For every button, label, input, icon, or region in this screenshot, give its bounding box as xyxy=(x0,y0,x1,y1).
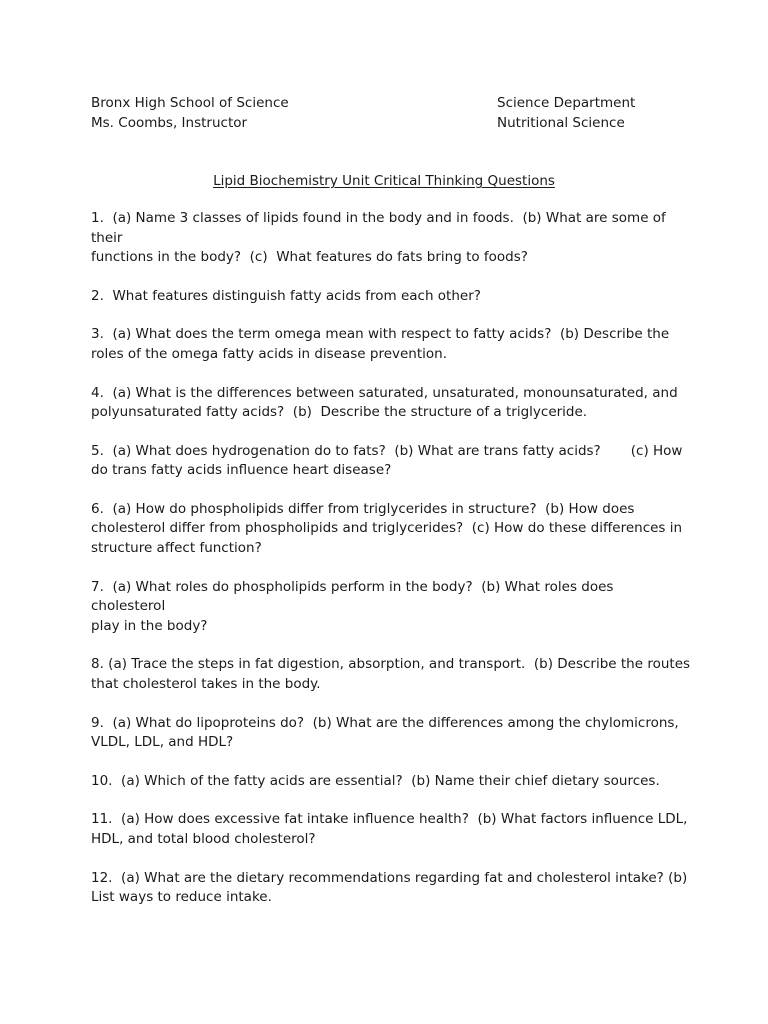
question-11 xyxy=(91,810,691,849)
question-1 xyxy=(91,209,691,268)
question-line: 9. (a) What do lipoproteins do? (b) What are the differences among the chylomicrons, xyxy=(91,714,679,731)
department-header xyxy=(497,93,737,133)
question-12 xyxy=(91,869,691,908)
question-line: 8. (a) Trace the steps in fat digestion, absorption, and transport. (b) Describe the routes xyxy=(91,656,691,673)
question-line: 2. What features distinguish fatty acids from each other? xyxy=(91,287,481,304)
question-line: 5. (a) What does hydrogenation do to fats? (b) What are trans fatty acids? (c) How xyxy=(91,442,683,459)
department-name: Science Department xyxy=(497,95,636,111)
question-9 xyxy=(91,714,691,753)
question-line: 11. (a) How does excessive fat intake influence health? (b) What factors influence LDL, xyxy=(91,811,688,828)
question-line: functions in the body? (c) What features do fats bring to foods? xyxy=(91,249,528,265)
document-title-text: Lipid Biochemistry Unit Critical Thinking Questions xyxy=(213,173,555,189)
document-title xyxy=(0,171,768,191)
school-header xyxy=(91,93,471,133)
question-list xyxy=(91,209,691,927)
question-line: 4. (a) What is the differences between saturated, unsaturated, monounsaturated, and xyxy=(91,384,678,401)
question-line: play in the body? xyxy=(91,617,208,634)
question-line: 7. (a) What roles do phospholipids perform in the body? (b) What roles does cholesterol xyxy=(91,578,618,615)
question-8 xyxy=(91,655,691,694)
question-line: polyunsaturated fatty acids? (b) Describe the structure of a triglyceride. xyxy=(91,404,588,421)
question-line: List ways to reduce intake. xyxy=(91,889,272,906)
question-6 xyxy=(91,500,691,559)
question-line: VLDL, LDL, and HDL? xyxy=(91,734,234,750)
question-line: 3. (a) What does the term omega mean with respect to fatty acids? (b) Describe the xyxy=(91,326,670,343)
question-4 xyxy=(91,384,691,423)
question-10 xyxy=(91,772,691,792)
question-line: cholesterol differ from phospholipids and triglycerides? (c) How do these differences in xyxy=(91,520,683,537)
question-line: 6. (a) How do phospholipids differ from triglycerides in structure? (b) How does xyxy=(91,500,635,517)
question-3 xyxy=(91,325,691,364)
question-line: 10. (a) Which of the fatty acids are essential? (b) Name their chief dietary sources. xyxy=(91,772,660,789)
question-line: roles of the omega fatty acids in disease prevention. xyxy=(91,345,448,362)
question-7 xyxy=(91,578,691,637)
school-name: Bronx High School of Science xyxy=(91,95,289,111)
question-5 xyxy=(91,442,691,481)
question-2 xyxy=(91,287,691,307)
question-line: that cholesterol takes in the body. xyxy=(91,675,321,692)
question-line: 12. (a) What are the dietary recommendations regarding fat and cholesterol intake? (b) xyxy=(91,869,688,886)
question-line: do trans fatty acids influence heart disease? xyxy=(91,462,392,479)
question-line: structure affect function? xyxy=(91,539,262,556)
course-name: Nutritional Science xyxy=(497,115,625,131)
question-line: 1. (a) Name 3 classes of lipids found in the body and in foods. (b) What are some of their xyxy=(91,210,671,246)
question-line: HDL, and total blood cholesterol? xyxy=(91,830,316,847)
instructor-name: Ms. Coombs, Instructor xyxy=(91,115,248,131)
